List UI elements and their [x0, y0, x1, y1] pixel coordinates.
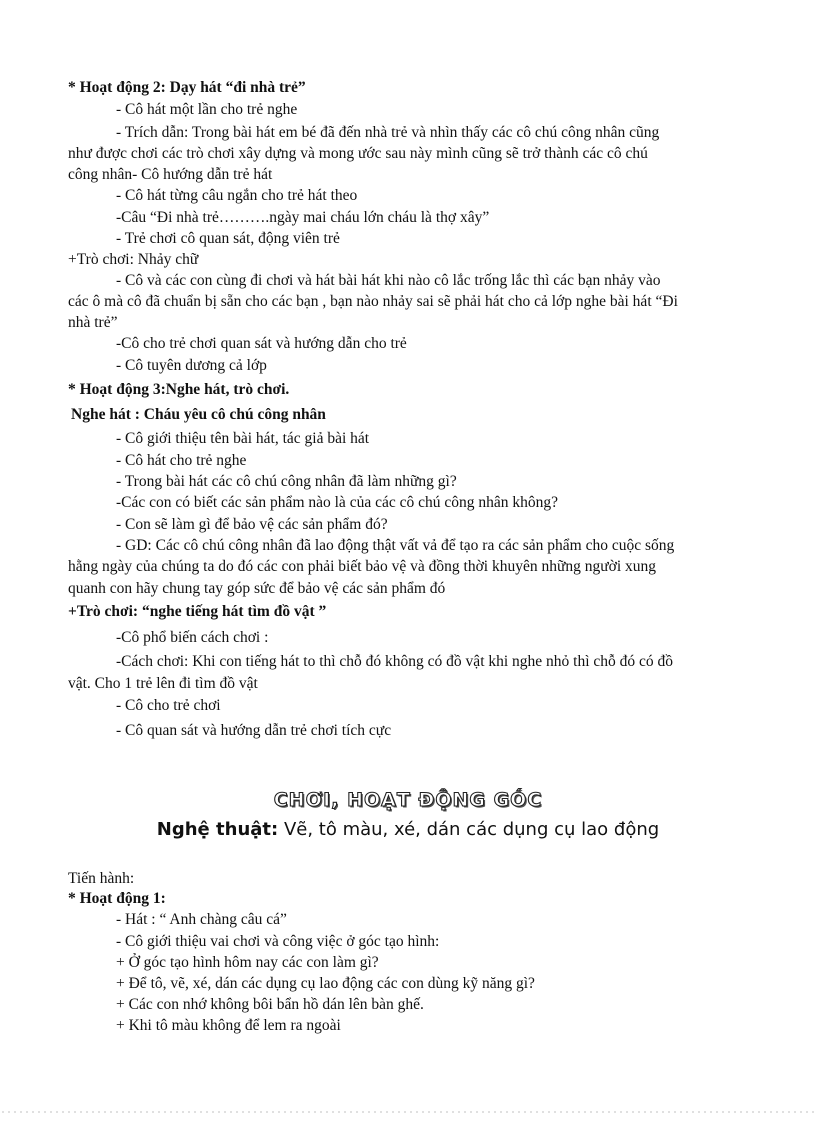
text-line: - Cô giới thiệu tên bài hát, tác giả bài hát — [116, 430, 370, 447]
subheading-title: Vẽ, tô màu, xé, dán các dụng cụ lao động — [278, 819, 660, 840]
subheading-label: Nghệ thuật: — [156, 819, 279, 840]
text-line: - Trích dẫn: Trong bài hát em bé đã đến nhà trẻ và nhìn thấy các cô chú công nhân cũng — [116, 124, 660, 141]
text-line: -Câu “Đi nhà trẻ……….ngày mai cháu lớn cháu là thợ xây” — [116, 209, 490, 226]
text-line: Tiến hành: — [68, 870, 135, 887]
text-line: +Trò chơi: Nhảy chữ — [68, 251, 199, 268]
text-line: * Hoạt động 3:Nghe hát, trò chơi. — [68, 381, 290, 398]
text-line: -Cách chơi: Khi con tiếng hát to thì chỗ đó không có đồ vật khi nghe nhỏ thì chỗ đó có đồ — [116, 653, 674, 670]
text-line: + Để tô, vẽ, xé, dán các dụng cụ lao động các con dùng kỹ năng gì? — [116, 975, 535, 992]
section-subheading — [0, 819, 816, 840]
text-line: - Trong bài hát các cô chú công nhân đã làm những gì? — [116, 473, 457, 490]
text-line: - Cô hát cho trẻ nghe — [116, 452, 247, 469]
text-line: - GD: Các cô chú công nhân đã lao động thật vất vả để tạo ra các sản phẩm cho cuộc sống — [116, 537, 675, 554]
text-line: -Các con có biết các sản phẩm nào là của các cô chú công nhân không? — [116, 494, 558, 511]
text-line: các ô mà cô đã chuẩn bị sẵn cho các bạn , bạn nào nhảy sai sẽ phải hát cho cả lớp nghe bài hát “Đi — [68, 293, 678, 310]
text-line: + Các con nhớ không bôi bẩn hồ dán lên bàn ghế. — [116, 996, 424, 1013]
text-line: nhà trẻ” — [68, 314, 118, 331]
text-line: Nghe hát : Cháu yêu cô chú công nhân — [71, 406, 326, 423]
text-line: +Trò chơi: “nghe tiếng hát tìm đồ vật ” — [68, 603, 327, 620]
text-line: - Con sẽ làm gì để bảo vệ các sản phẩm đó? — [116, 516, 388, 533]
text-line: * Hoạt động 2: Dạy hát “đi nhà trẻ” — [68, 79, 306, 96]
text-line: - Cô quan sát và hướng dẫn trẻ chơi tích cực — [116, 722, 392, 739]
text-line: vật. Cho 1 trẻ lên đi tìm đồ vật — [68, 675, 258, 692]
page-bottom-border — [0, 1111, 816, 1113]
text-line: công nhân- Cô hướng dẫn trẻ hát — [68, 166, 273, 183]
text-line: - Cô hát một lần cho trẻ nghe — [116, 101, 298, 118]
text-line: - Hát : “ Anh chàng câu cá” — [116, 911, 287, 928]
text-line: - Cô hát từng câu ngắn cho trẻ hát theo — [116, 187, 358, 204]
text-line: - Cô tuyên dương cả lớp — [116, 357, 267, 374]
text-line: + Khi tô màu không để lem ra ngoài — [116, 1017, 341, 1034]
text-line: + Ở góc tạo hình hôm nay các con làm gì? — [116, 954, 379, 971]
text-line: hằng ngày của chúng ta do đó các con phải biết bảo vệ và đồng thời khuyên những người xung — [68, 558, 657, 575]
text-line: -Cô phổ biến cách chơi : — [116, 629, 269, 646]
text-line: * Hoạt động 1: — [68, 890, 166, 907]
text-line: như được chơi các trò chơi xây dựng và mong ước sau này mình cũng sẽ trở thành các cô chú — [68, 145, 648, 162]
text-line: - Cô cho trẻ chơi — [116, 697, 221, 714]
text-line: - Trẻ chơi cô quan sát, động viên trẻ — [116, 230, 340, 247]
text-line: -Cô cho trẻ chơi quan sát và hướng dẫn cho trẻ — [116, 335, 407, 352]
text-line: - Cô và các con cùng đi chơi và hát bài hát khi nào cô lắc trống lắc thì các bạn nhảy vào — [116, 272, 661, 289]
text-line: quanh con hãy chung tay góp sức để bảo vệ các sản phẩm đó — [68, 580, 446, 597]
section-heading: CHƠI, HOẠT ĐỘNG GÓC — [273, 789, 543, 811]
text-line: - Cô giới thiệu vai chơi và công việc ở góc tạo hình: — [116, 933, 440, 950]
